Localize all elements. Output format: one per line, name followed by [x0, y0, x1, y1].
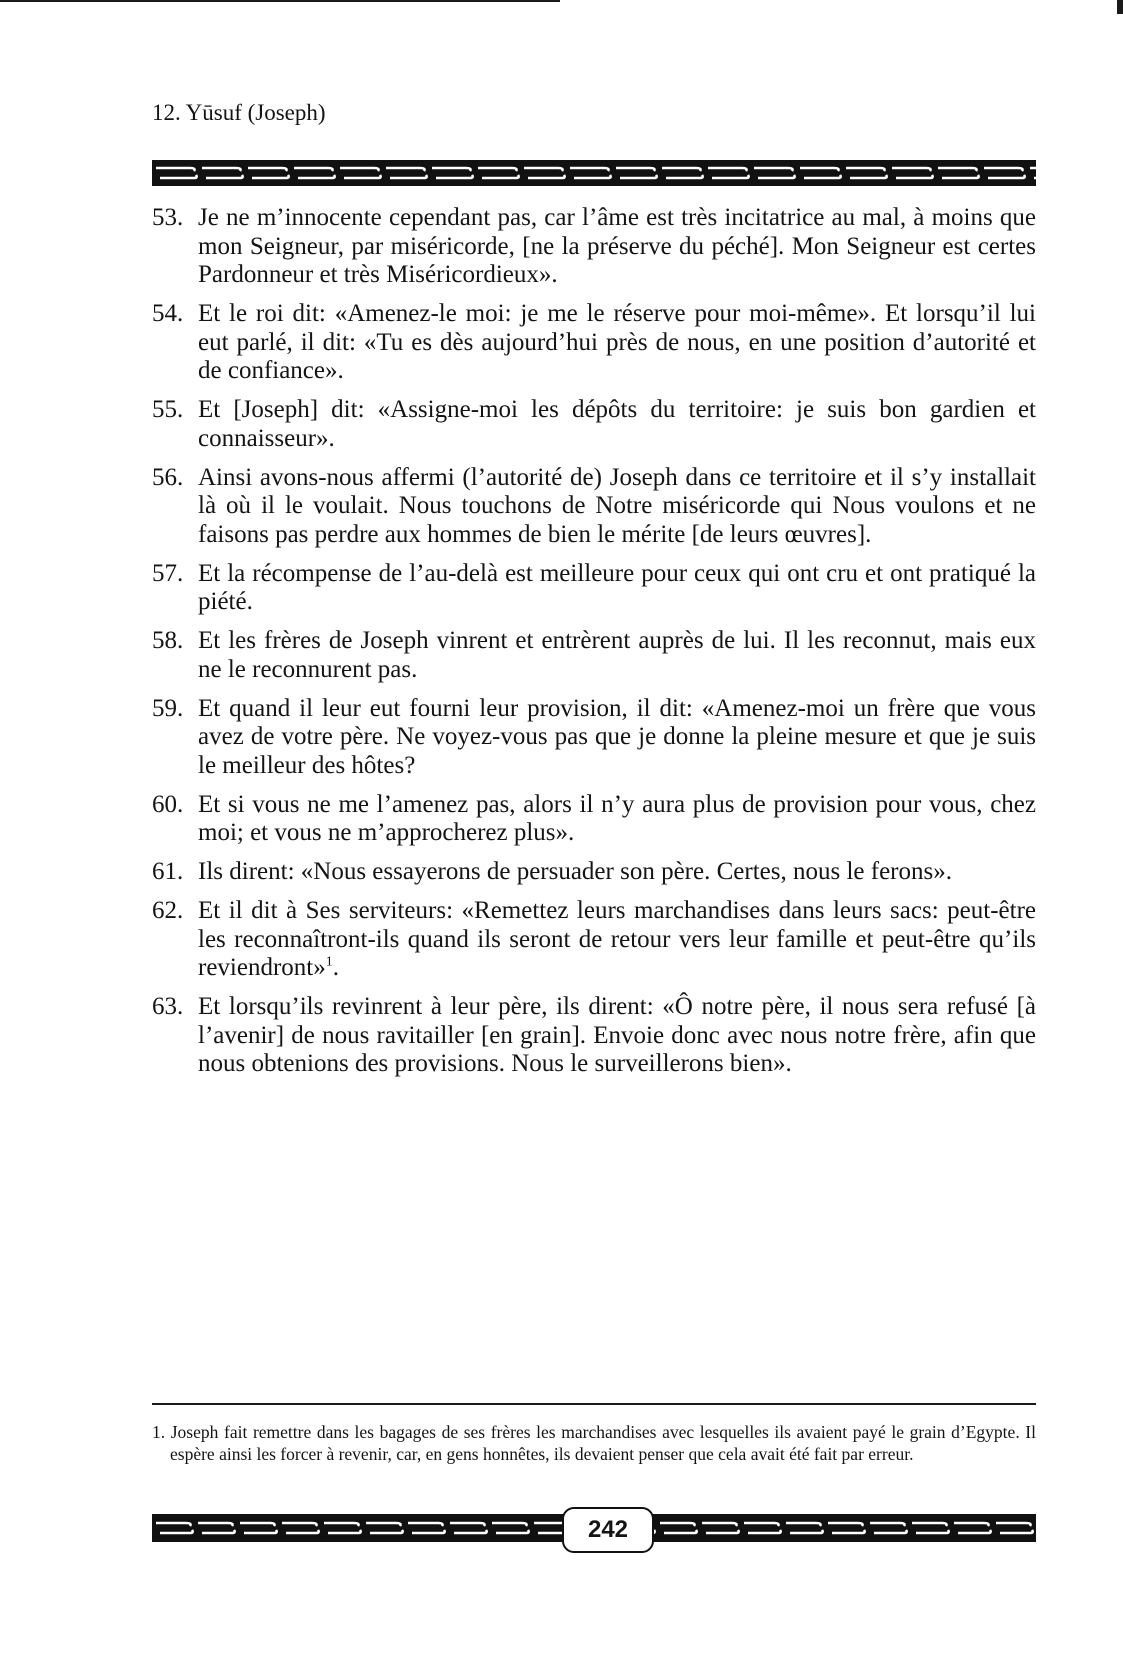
- verse-number: 60.: [152, 790, 184, 818]
- verse-number: 56.: [152, 463, 184, 491]
- verse-text: Et quand il leur eut fourni leur provision, il dit: «Amenez-moi un frère que vous avez de votre père. Ne voyez-vous pas que je donne la pleine mesure et que je suis le meilleur des hôtes?: [198, 694, 1036, 779]
- verse-number: 53.: [152, 204, 184, 231]
- verse-54: [152, 300, 1036, 386]
- footnote-rule: [152, 1403, 1036, 1405]
- verse-53: [152, 204, 1036, 290]
- footnote: [152, 1421, 1036, 1465]
- verse-number: 58.: [152, 627, 184, 654]
- verse-56: [152, 464, 1036, 550]
- verse-text: Et il dit à Ses serviteurs: «Remettez leurs marchandises dans leurs sacs: peut-être les reconnaîtront-ils quand ils seront de retour vers leur famille et peut-être qu’ils reviendront»: [198, 897, 1036, 981]
- verse-text: Ils dirent: «Nous essayerons de persuader son père. Certes, nous le ferons».: [198, 858, 952, 885]
- footnote-marker: 1: [325, 954, 333, 970]
- verse-text: Et le roi dit: «Amenez-le moi: je me le réserve pour moi-même». Et lorsqu’il lui eut parlé, il dit: «Tu es dès aujourd’hui près de nous, en une position d’autorité et de confiance».: [198, 300, 1036, 384]
- verse-63: [152, 993, 1036, 1079]
- verse-text: Ainsi avons-nous affermi (l’autorité de) Joseph dans ce territoire et il s’y installait là où il le voulait. Nous touchons de Notre miséricorde qui Nous voulons et ne faisons pas perdre aux hommes de bien le mérite [de leurs œuvres].: [198, 463, 1036, 548]
- verse-text: Et si vous ne me l’amenez pas, alors il n’y aura plus de provision pour vous, chez moi; et vous ne m’approcherez plus».: [198, 790, 1036, 846]
- verse-text: Et [Joseph] dit: «Assigne-moi les dépôts du territoire: je suis bon gardien et connaisseur».: [198, 396, 1036, 452]
- verse-59: [152, 695, 1036, 781]
- verse-62: [152, 897, 1036, 983]
- verse-text: Je ne m’innocente cependant pas, car l’âme est très incitatrice au mal, à moins que mon Seigneur, par miséricorde, [ne la préserve du péché]. Mon Seigneur est certes Pardonneur et très Miséricordieux».: [198, 204, 1036, 288]
- footnote-text: 1. Joseph fait remettre dans les bagages de ses frères les marchandises avec lesquelles ils avaient payé le grain d’Egypte. Il espère ainsi les forcer à revenir, car, en gens honnêtes, ils devaient penser que cela avait été fait par erreur.: [152, 1422, 1036, 1464]
- verse-55: [152, 396, 1036, 453]
- chain-ornament: [152, 160, 1036, 186]
- page-number: 242: [562, 1507, 654, 1553]
- verse-number: 63.: [152, 993, 184, 1020]
- verse-text: Et la récompense de l’au-delà est meilleure pour ceux qui ont cru et ont pratiqué la piété.: [198, 559, 1036, 615]
- verse-text: Et lorsqu’ils revinrent à leur père, ils dirent: «Ô notre père, il nous sera refusé [à l’avenir] de nous ravitailler [en grain]. Envoie donc avec nous notre frère, afin que nous obtenions des provisions. Nous le surveillerons bien».: [198, 993, 1036, 1077]
- verse-61: [152, 858, 1036, 887]
- corner-mark: [1117, 0, 1123, 14]
- verse-number: 55.: [152, 396, 184, 423]
- verse-58: [152, 627, 1036, 684]
- verse-number: 61.: [152, 858, 184, 885]
- verse-number: 59.: [152, 694, 184, 722]
- verse-57: [152, 560, 1036, 617]
- verse-text: Et les frères de Joseph vinrent et entrèrent auprès de lui. Il les reconnut, mais eux ne le reconnurent pas.: [198, 627, 1036, 683]
- verse-60: [152, 791, 1036, 848]
- verse-list: [152, 204, 1036, 1089]
- verse-end-punctuation: .: [332, 954, 339, 981]
- top-rule: [0, 0, 560, 2]
- verse-number: 57.: [152, 559, 184, 587]
- ornamental-band-top: [152, 160, 1036, 186]
- verse-number: 62.: [152, 897, 184, 924]
- verse-number: 54.: [152, 300, 184, 327]
- page-header: 12. Yūsuf (Joseph): [152, 100, 326, 125]
